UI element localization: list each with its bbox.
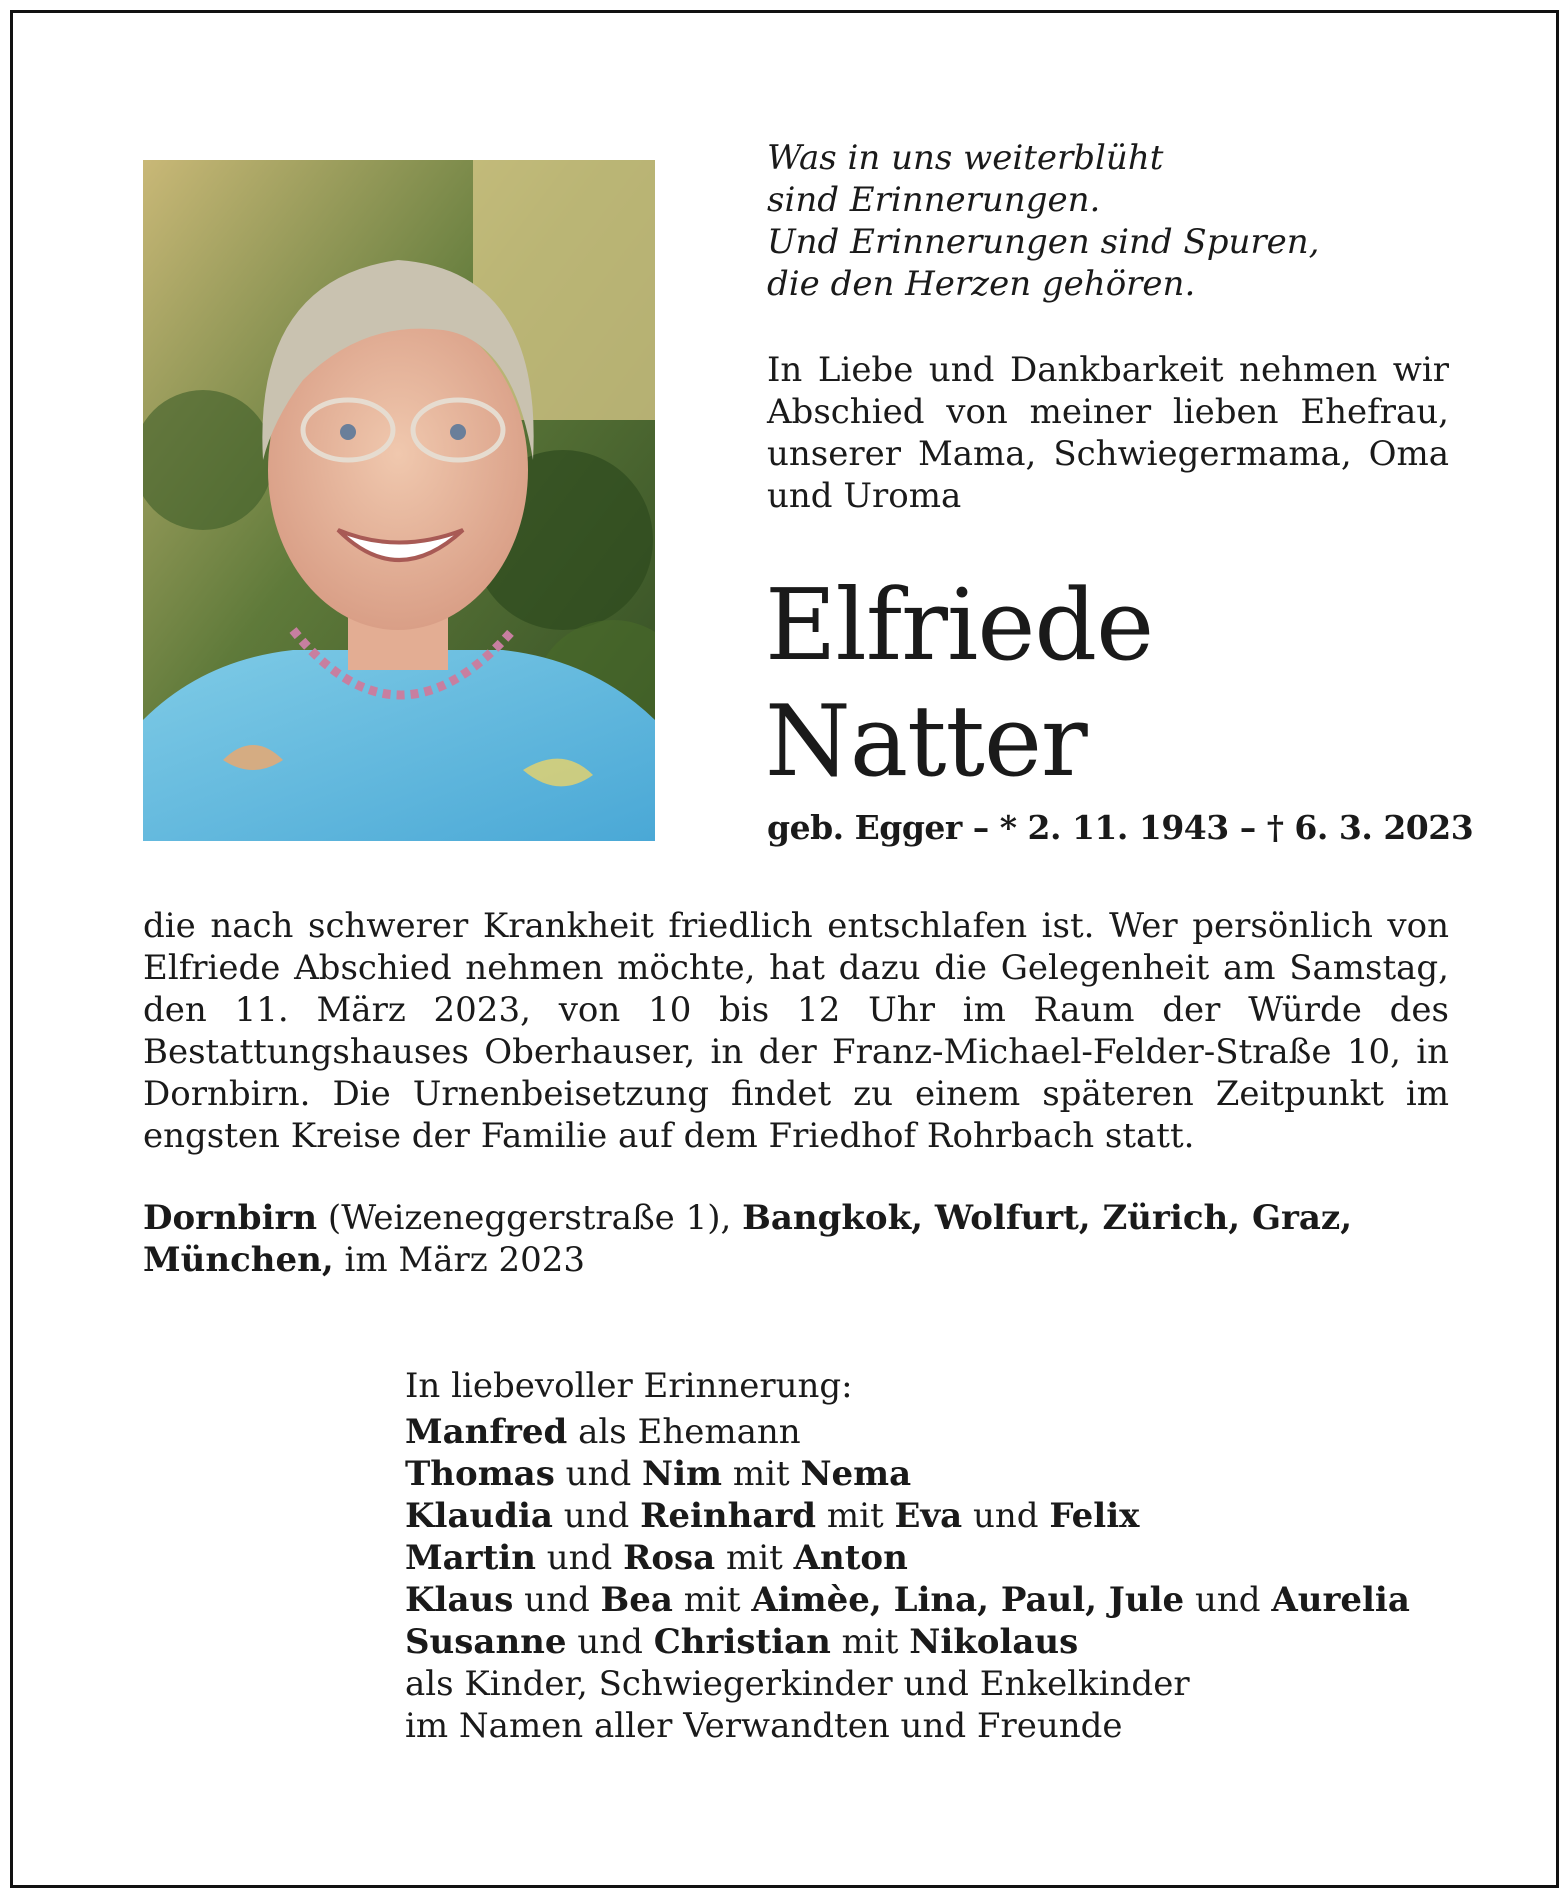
place-note: im März 2023 — [333, 1240, 586, 1280]
poem-line: die den Herzen gehören. — [767, 264, 1196, 304]
family-name: Anton — [793, 1538, 908, 1578]
family-line — [405, 1495, 1485, 1537]
first-name: Elfriede — [765, 569, 1154, 683]
family-connector: und — [566, 1622, 654, 1662]
family-name: Klaudia — [405, 1496, 553, 1536]
family-name: Susanne — [405, 1622, 567, 1662]
portrait-photo — [143, 160, 655, 841]
family-connector: und — [552, 1496, 641, 1536]
family-name: Manfred — [405, 1412, 568, 1452]
place-name: Bangkok, Wolfurt, Zürich, Graz, — [742, 1198, 1353, 1238]
obituary-frame — [10, 10, 1559, 1888]
family-closing: als Kinder, Schwiegerkinder und Enkelkinder — [405, 1664, 1190, 1704]
life-dates: geb. Egger – * 2. 11. 1943 – † 6. 3. 2023 — [767, 808, 1474, 847]
family-connector: und — [535, 1538, 624, 1578]
last-name: Natter — [765, 685, 1087, 799]
family-name: Rosa — [623, 1538, 716, 1578]
family-line — [405, 1411, 1485, 1453]
place-name: München, — [143, 1240, 334, 1280]
family-name: Aurelia — [1271, 1580, 1410, 1620]
body-text: die nach schwerer Krankheit friedlich entschlafen ist. Wer persönlich von Elfriede Abschied nehmen möchte, hat dazu die Gelegenheit am Samstag, den 11. März 2023, von 10 bis 12 Uhr im Raum der Würde des Bestattungshauses Oberhauser, in der Franz-Michael-Felder-Straße 10, in Dornbirn. Die Urnenbeisetzung findet zu einem späteren Zeitpunkt im engsten Kreise der Familie auf dem Friedhof Rohrbach statt. — [143, 906, 1449, 1156]
deceased-name — [765, 568, 1153, 800]
family-list — [405, 1365, 1485, 1747]
places-line — [143, 1197, 1463, 1281]
poem-line: Und Erinnerungen sind Spuren, — [767, 222, 1320, 262]
poem-line: Was in uns weiterblüht — [767, 138, 1164, 178]
family-connector: mit — [715, 1538, 794, 1578]
family-line — [405, 1537, 1485, 1579]
family-name: Thomas — [405, 1454, 555, 1494]
family-name: Reinhard — [640, 1496, 817, 1536]
family-name: Nema — [800, 1454, 912, 1494]
family-name: Nim — [642, 1454, 723, 1494]
family-name: Christian — [653, 1622, 831, 1662]
family-connector: mit — [722, 1454, 801, 1494]
family-name: Aimèe, Lina, Paul, Jule — [751, 1580, 1185, 1620]
family-name: Martin — [405, 1538, 536, 1578]
family-connector: und — [513, 1580, 601, 1620]
family-closing: im Namen aller Verwandten und Freunde — [405, 1706, 1123, 1746]
intro-text: In Liebe und Dankbarkeit nehmen wir Abschied von meiner lieben Ehefrau, unserer Mama, Schwiegermama, Oma und Uroma — [767, 350, 1449, 516]
family-name: Eva — [894, 1496, 963, 1536]
family-relation: als Ehemann — [567, 1412, 801, 1452]
family-connector: mit — [672, 1580, 752, 1620]
family-line — [405, 1453, 1485, 1495]
family-connector: und — [962, 1496, 1050, 1536]
family-connector: und — [1184, 1580, 1272, 1620]
family-line — [405, 1579, 1485, 1621]
family-name: Nikolaus — [909, 1622, 1079, 1662]
poem-line: sind Erinnerungen. — [767, 180, 1101, 220]
family-name: Bea — [600, 1580, 673, 1620]
family-connector: mit — [816, 1496, 895, 1536]
family-name: Klaus — [405, 1580, 514, 1620]
family-name: Felix — [1049, 1496, 1140, 1536]
family-connector: mit — [830, 1622, 910, 1662]
family-lead: In liebevoller Erinnerung: — [405, 1366, 853, 1406]
place-note: (Weizeneggerstraße 1), — [317, 1198, 743, 1238]
poem — [767, 137, 1487, 305]
family-connector: und — [554, 1454, 643, 1494]
place-name: Dornbirn — [143, 1198, 318, 1238]
family-line — [405, 1621, 1485, 1663]
